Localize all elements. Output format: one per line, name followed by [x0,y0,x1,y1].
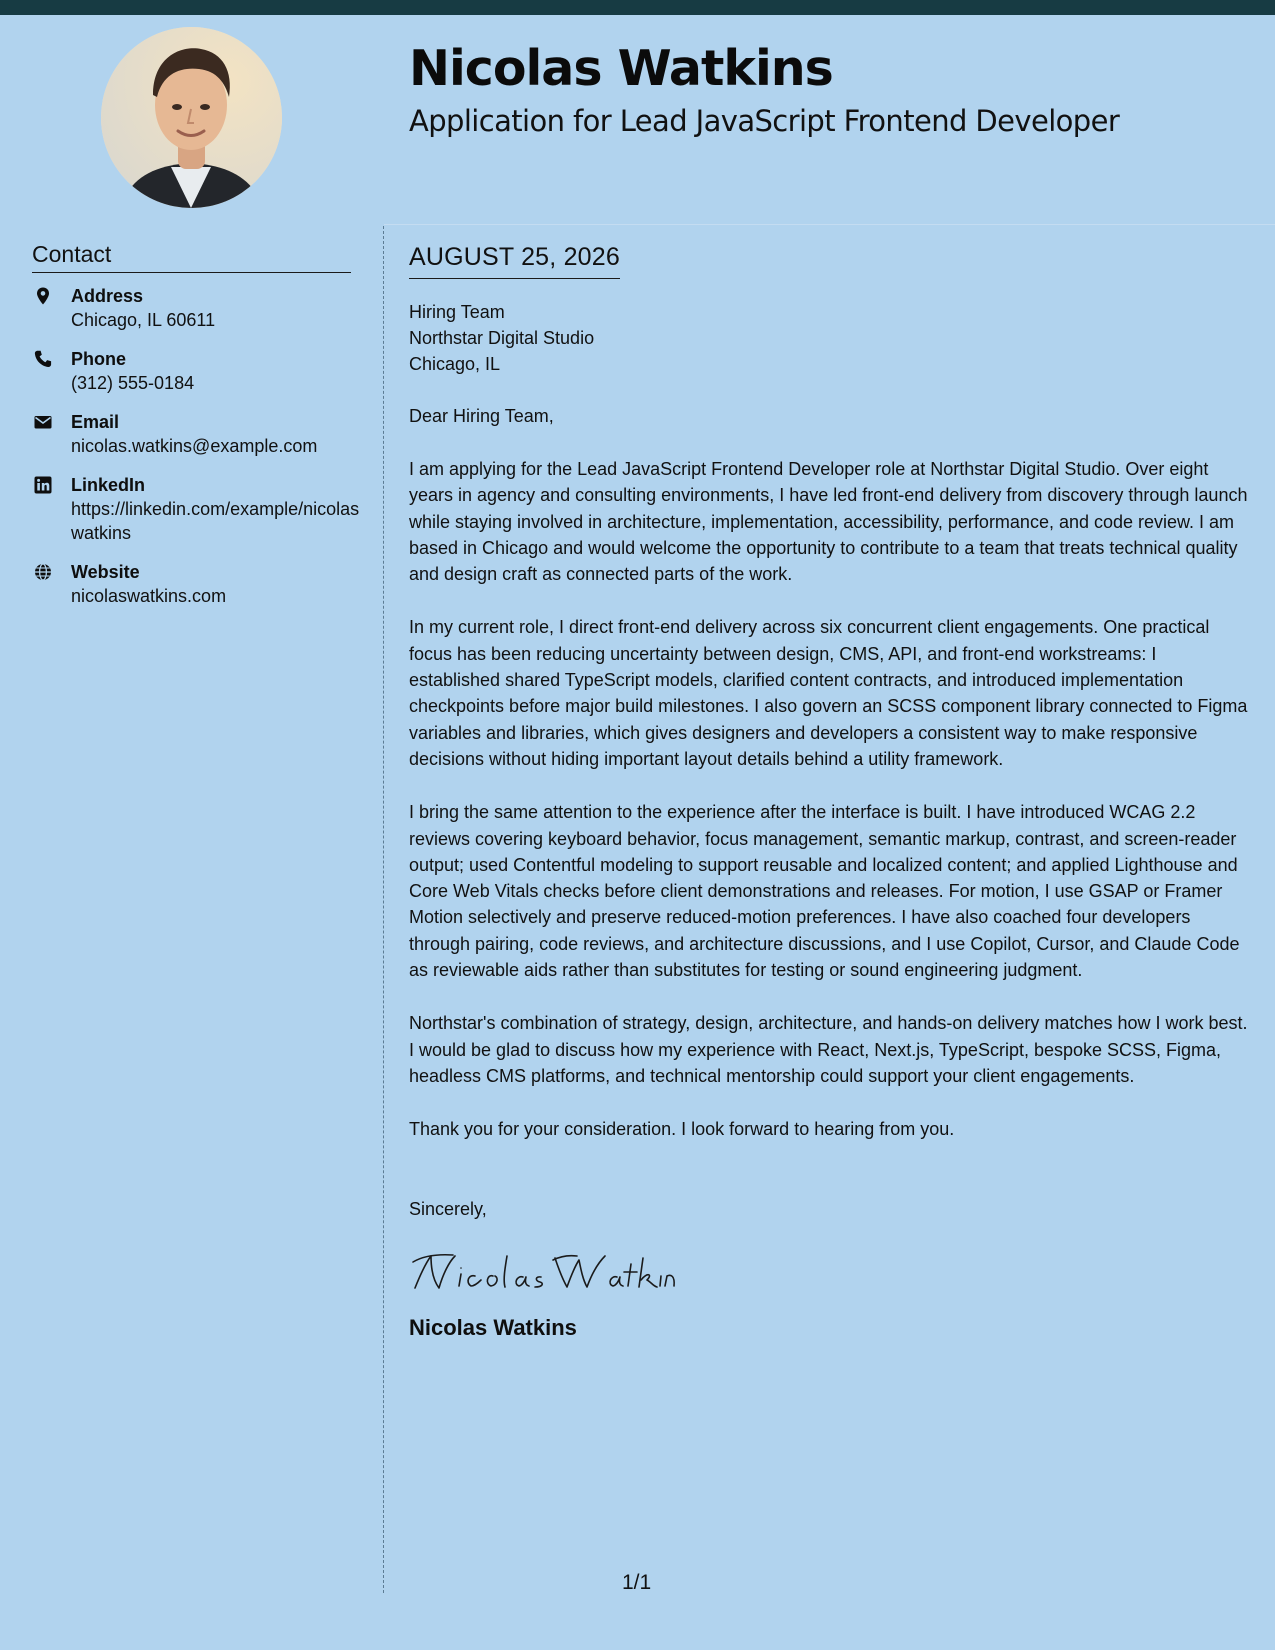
contact-linkedin [32,473,362,545]
letter-paragraph: In my current role, I direct front-end delivery across six concurrent client engagements. One practical focus has been reducing uncertainty between design, CMS, API, and front-end workstreams: I established shared TypeScript models, clarified content contracts, and introduced implementation checkpoints before major build milestones. I also govern an SCSS component library connected to Figma variables and libraries, which gives designers and developers a consistent way to make responsive decisions without hiding important layout details behind a utility framework. [409,617,1248,769]
contact-heading: Contact [32,241,351,273]
contact-email [32,410,362,458]
column-divider [383,226,384,1593]
contact-label: LinkedIn [71,475,146,495]
recipient-line: Chicago, IL [409,354,501,374]
contact-value: (312) 555-0184 [71,373,195,393]
letter-paragraph: Northstar's combination of strategy, design, architecture, and hands-on delivery matches how I work best. I would be glad to discuss how my experience with React, Next.js, TypeScript, bespoke SCSS, Figma, headless CMS platforms, and technical mentorship could support your client engagements. [409,1013,1248,1086]
contact-value[interactable]: nicolaswatkins.com [71,586,227,606]
contact-phone [32,347,362,395]
profile-photo [101,27,282,208]
recipient-block [409,299,1251,377]
letter-body [409,243,1251,1341]
contact-label: Address [71,286,144,306]
contact-value: Chicago, IL 60611 [71,310,216,330]
recipient-line: Hiring Team [409,302,505,322]
header-divider [384,224,1275,225]
contact-label: Website [71,562,140,582]
globe-icon [34,563,52,581]
application-subtitle: Application for Lead JavaScript Frontend Developer [409,104,1120,138]
page-number: 1/1 [622,1571,652,1594]
top-accent-bar [0,0,1275,15]
linkedin-icon [34,476,52,494]
contact-value: nicolas.watkins@example.com [71,436,318,456]
contact-label: Phone [71,349,127,369]
phone-icon [34,350,52,368]
closing: Sincerely, [409,1198,487,1219]
letter-paragraph: I bring the same attention to the experience after the interface is built. I have introduced WCAG 2.2 reviews covering keyboard behavior, focus management, semantic markup, contrast, and screen-reader output; used Contentful modeling to support reusable and localized content; and applied Lighthouse and Core Web Vitals checks before client demonstrations and releases. For motion, I use GSAP or Framer Motion selectively and preserve reduced-motion preferences. I have also coached four developers through pairing, code reviews, and architecture discussions, and I use Copilot, Cursor, and Claude Code as reviewable aids rather than substitutes for testing or sound engineering judgment. [409,802,1240,981]
recipient-line: Northstar Digital Studio [409,328,595,348]
applicant-name-heading: Nicolas Watkins [409,40,833,97]
greeting: Dear Hiring Team, [409,406,554,426]
contact-website [32,560,362,608]
contact-label: Email [71,412,120,432]
handwritten-signature [409,1250,679,1294]
letter-paragraph: I am applying for the Lead JavaScript Frontend Developer role at Northstar Digital Studio. Over eight years in agency and consulting environments, I have led front-end delivery from discovery through launch while staying involved in architecture, implementation, accessibility, performance, and code review. I am based in Chicago and would welcome the opportunity to contribute to a team that treats technical quality and design craft as connected parts of the work. [409,459,1248,585]
letter-paragraph: Thank you for your consideration. I look forward to hearing from you. [409,1119,955,1140]
envelope-icon [34,413,52,431]
contact-list [32,284,362,623]
signer-name: Nicolas Watkins [409,1314,577,1340]
map-pin-icon [34,287,52,305]
contact-value[interactable]: https://linkedin.com/example/nicolaswatkins [71,499,360,543]
contact-address [32,284,362,332]
letter-date: AUGUST 25, 2026 [409,243,620,279]
